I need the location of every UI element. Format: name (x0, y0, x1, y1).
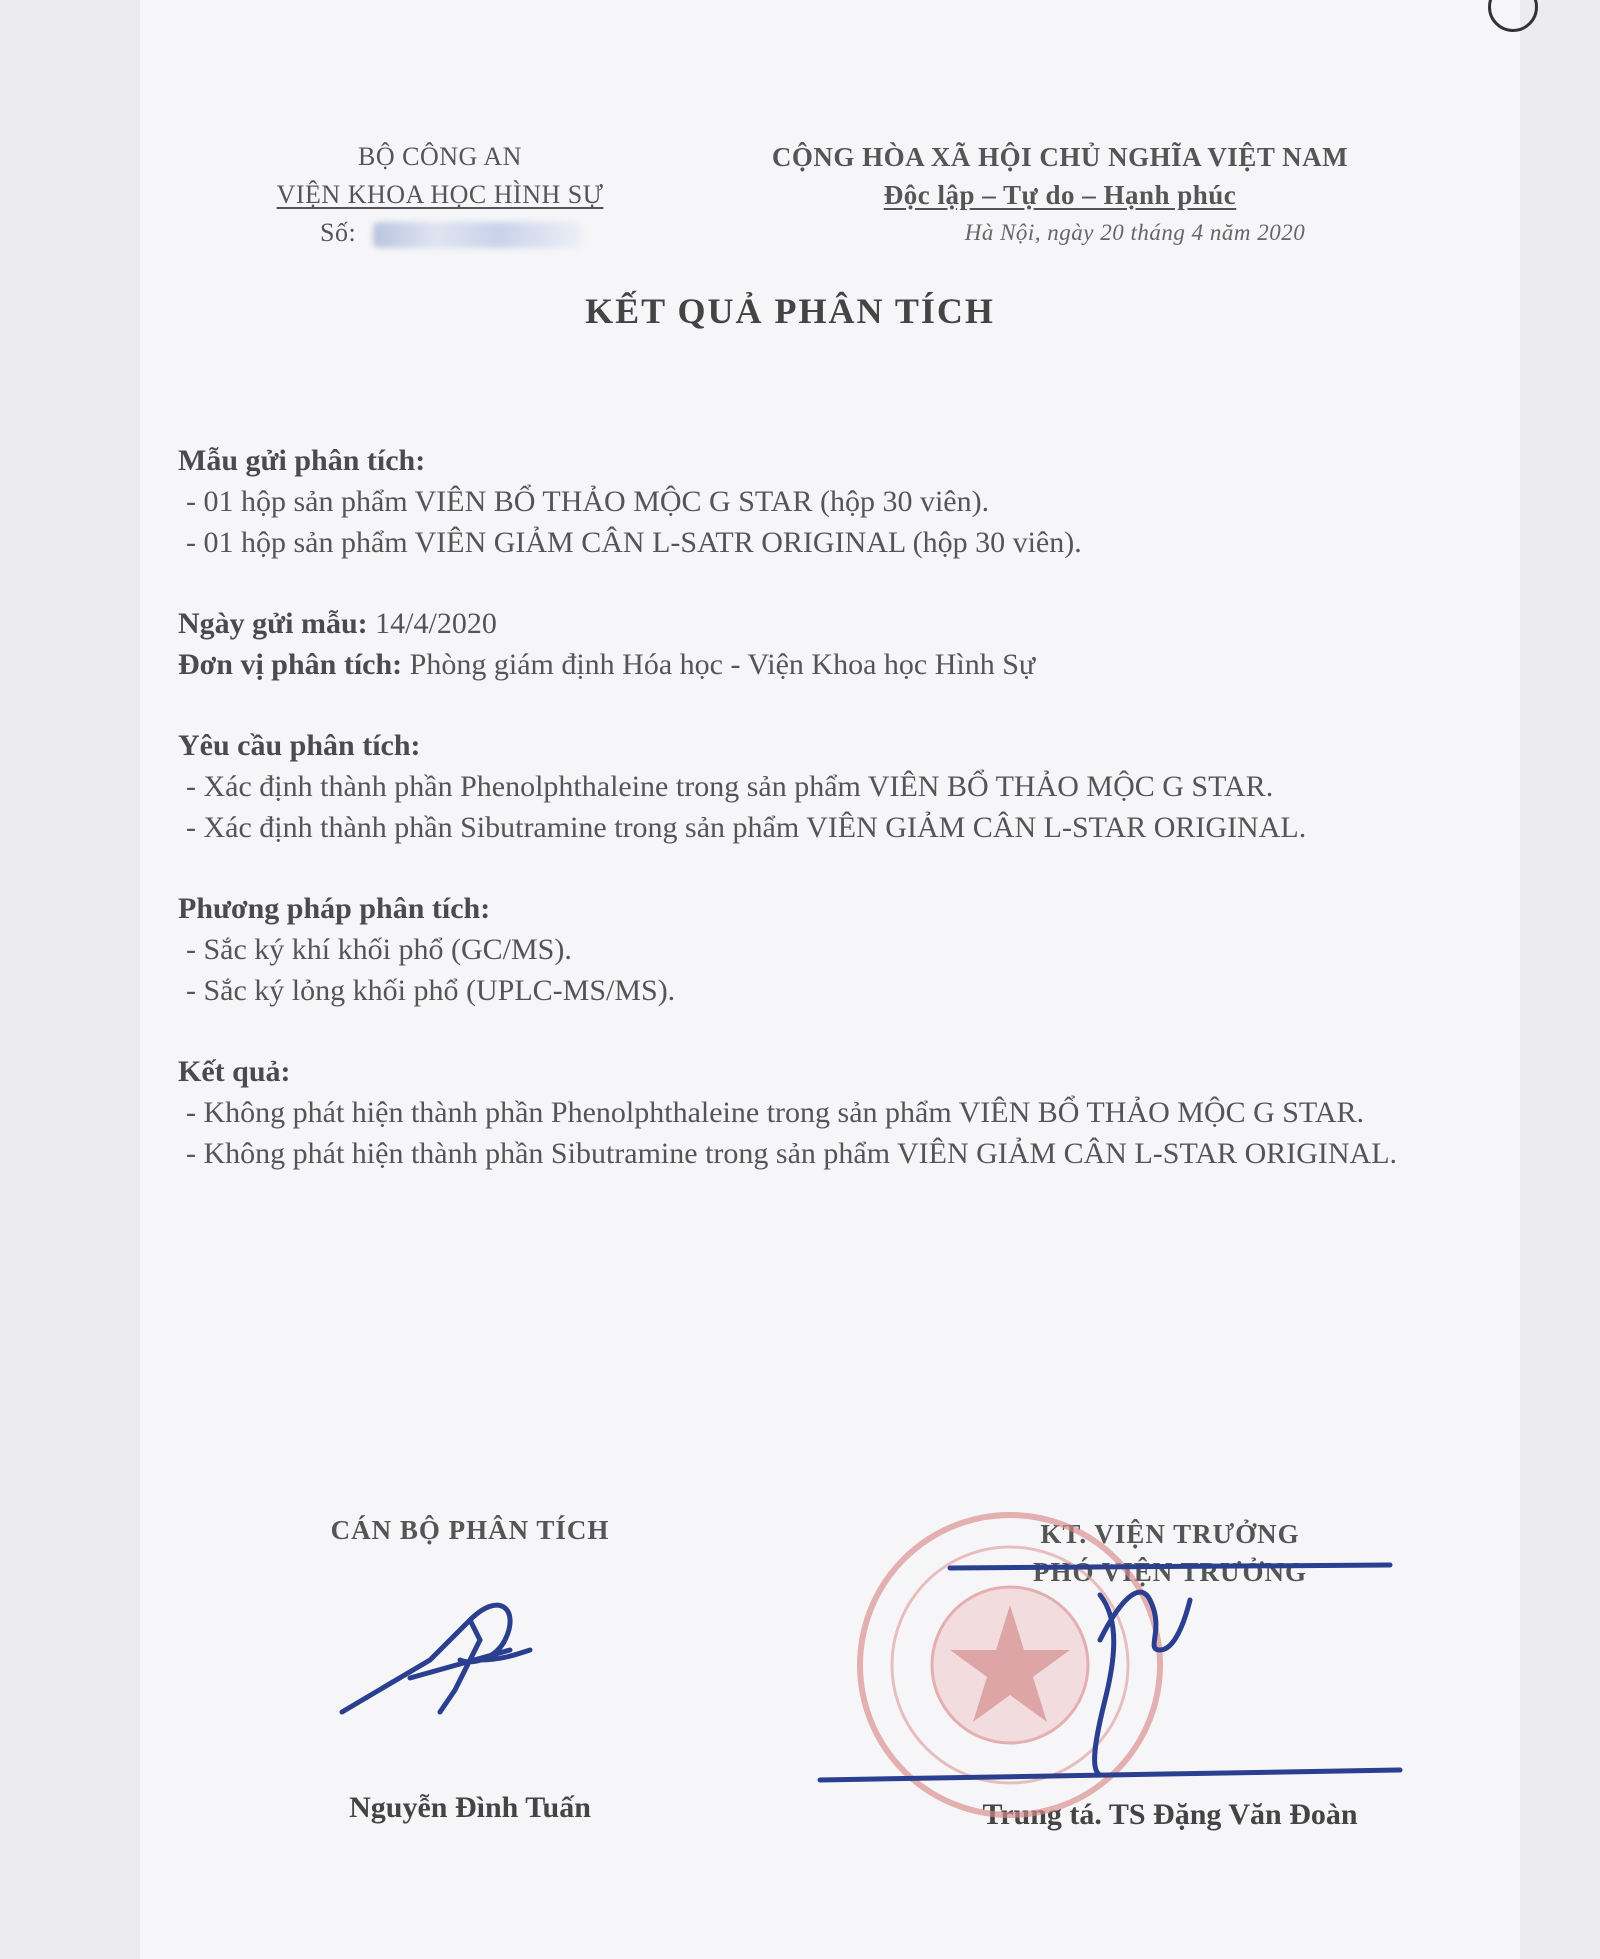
director-signature-block (930, 1515, 1410, 1834)
issuing-agency-block (220, 138, 660, 252)
list-item: - 01 hộp sản phẩm VIÊN BỔ THẢO MỘC G STAR (hộp 30 viên). (186, 485, 990, 518)
document-body (178, 440, 1468, 1214)
samples-section (178, 440, 1468, 563)
document-title: KẾT QUẢ PHÂN TÍCH (585, 291, 995, 331)
results-label: Kết quả: (178, 1055, 291, 1088)
methods-section (178, 888, 1468, 1011)
list-item: - Xác định thành phần Phenolphthaleine trong sản phẩm VIÊN BỔ THẢO MỘC G STAR. (186, 770, 1274, 803)
send-date-label: Ngày gửi mẫu: (178, 607, 368, 640)
requests-label: Yêu cầu phân tích: (178, 729, 421, 762)
send-date-value: 14/4/2020 (375, 607, 497, 640)
national-motto: Độc lập – Tự do – Hạnh phúc (883, 180, 1237, 210)
results-section (178, 1051, 1468, 1174)
samples-label: Mẫu gửi phân tích: (178, 444, 426, 477)
director-title-1: KT. VIỆN TRƯỞNG (1040, 1519, 1300, 1549)
list-item: - Không phát hiện thành phần Phenolphthaleine trong sản phẩm VIÊN BỔ THẢO MỘC G STAR. (186, 1096, 1365, 1129)
document-number (220, 214, 660, 252)
director-name: Trung tá. TS Đặng Văn Đoàn (982, 1798, 1358, 1831)
analyst-name: Nguyễn Đình Tuấn (349, 1791, 591, 1824)
analyst-signature-block (290, 1515, 650, 1825)
list-item: - Xác định thành phần Sibutramine trong sản phẩm VIÊN GIẢM CÂN L-STAR ORIGINAL. (186, 811, 1307, 844)
list-item: - Sắc ký lỏng khối phổ (UPLC-MS/MS). (186, 974, 676, 1007)
corner-circle-icon (1488, 0, 1538, 32)
list-item: - 01 hộp sản phẩm VIÊN GIẢM CÂN L-SATR ORIGINAL (hộp 30 viên). (186, 526, 1082, 559)
issue-date: Hà Nội, ngày 20 tháng 4 năm 2020 (964, 220, 1306, 245)
list-item: - Sắc ký khí khối phổ (GC/MS). (186, 933, 572, 966)
analyst-title: CÁN BỘ PHÂN TÍCH (330, 1515, 610, 1545)
document-number-label: Số: (320, 218, 357, 247)
ministry-name: BỘ CÔNG AN (358, 142, 522, 171)
methods-label: Phương pháp phân tích: (178, 892, 491, 925)
requests-section (178, 725, 1468, 848)
redacted-number (373, 222, 583, 248)
send-date-row (178, 603, 1468, 644)
unit-label: Đơn vị phân tích: (178, 648, 403, 681)
director-title-2: PHÓ VIỆN TRƯỞNG (1032, 1557, 1308, 1587)
national-header-block (720, 138, 1400, 252)
list-item: - Không phát hiện thành phần Sibutramine trong sản phẩm VIÊN GIẢM CÂN L-STAR ORIGINAL. (186, 1137, 1398, 1170)
republic-name: CỘNG HÒA XÃ HỘI CHỦ NGHĨA VIỆT NAM (771, 142, 1349, 172)
unit-row (178, 644, 1468, 685)
info-section (178, 603, 1468, 685)
unit-value: Phòng giám định Hóa học - Viện Khoa học Hình Sự (409, 648, 1036, 681)
institute-name: VIỆN KHOA HỌC HÌNH SỰ (276, 180, 604, 209)
